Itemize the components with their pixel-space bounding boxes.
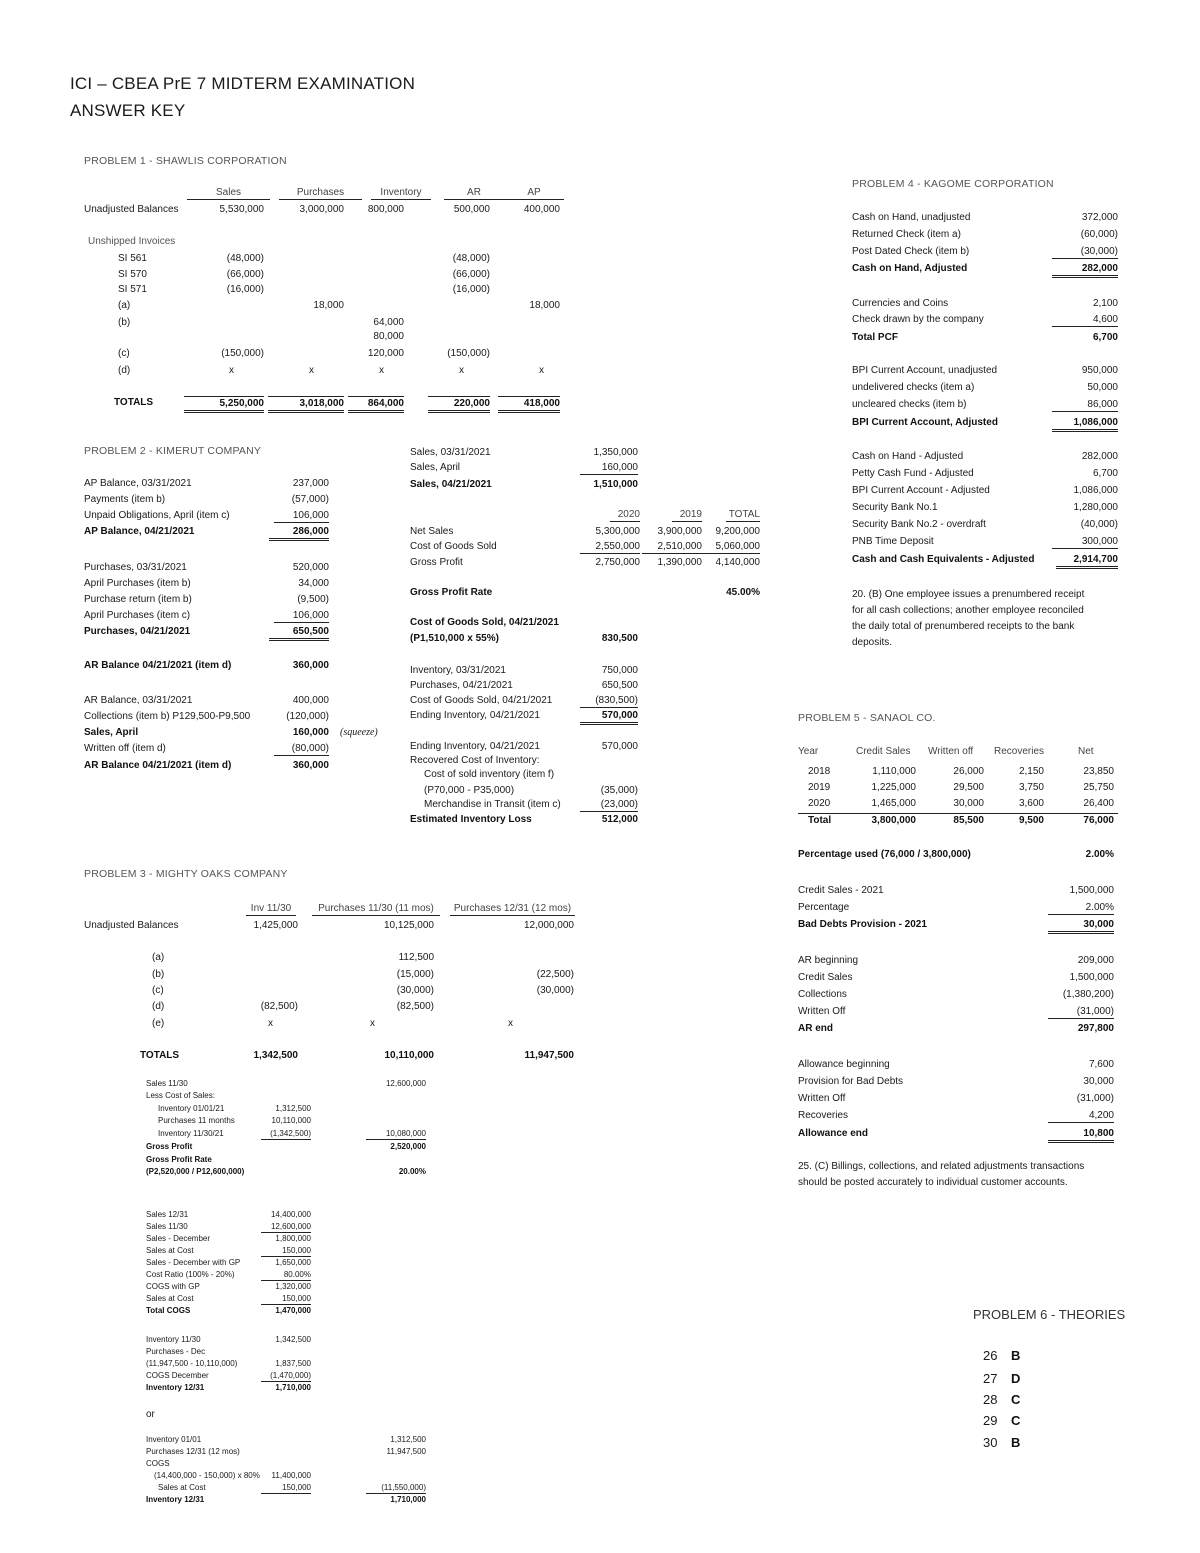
p6-answer-row: 29 C [983,1413,1021,1428]
answer-key-title: ANSWER KEY [70,101,186,120]
p6-answer-row: 26 B [983,1348,1021,1363]
p1-row-b: (b) 64,000 [118,317,404,328]
p5-total-row: Total 3,800,000 85,500 9,500 76,000 [798,813,1118,829]
problem-5-title: PROBLEM 5 - SANAOL CO. [798,712,936,724]
p1-row-si570: SI 570 (66,000) (66,000) [118,269,490,280]
problem-2-title: PROBLEM 2 - KIMERUT COMPANY [84,445,262,457]
p1-row-si571: SI 571 (16,000) (16,000) [118,284,490,295]
p1-row-c: (c) (150,000) 120,000 (150,000) [118,348,490,359]
p1-row-unadjusted: Unadjusted Balances 5,530,000 3,000,000 800,000 500,000 400,000 [84,204,560,215]
p6-answer-row: 30 B [983,1435,1021,1450]
p6-answer-row: 28 C [983,1392,1021,1407]
problem-3-title: PROBLEM 3 - MIGHTY OAKS COMPANY [84,868,288,880]
exam-title: ICI – CBEA PrE 7 MIDTERM EXAMINATION [70,74,416,93]
p1-header-row: Sales Purchases Inventory AR AP [84,186,564,199]
p1-row-b2: 80,000 [373,331,404,342]
p1-row-si561: SI 561 (48,000) (48,000) [118,253,490,264]
p1-row-a: (a) 18,000 18,000 [118,300,560,311]
problem-6-title: PROBLEM 6 - THEORIES [973,1307,1126,1322]
p6-answer-row: 27 D [983,1371,1021,1386]
p1-totals-row: TOTALS 5,250,000 3,018,000 864,000 220,000 418,000 [84,396,564,412]
p1-row-d: (d) x x x x x [118,365,544,376]
problem-1-title: PROBLEM 1 - SHAWLIS CORPORATION [84,155,287,167]
problem-4-title: PROBLEM 4 - KAGOME CORPORATION [852,178,1054,190]
